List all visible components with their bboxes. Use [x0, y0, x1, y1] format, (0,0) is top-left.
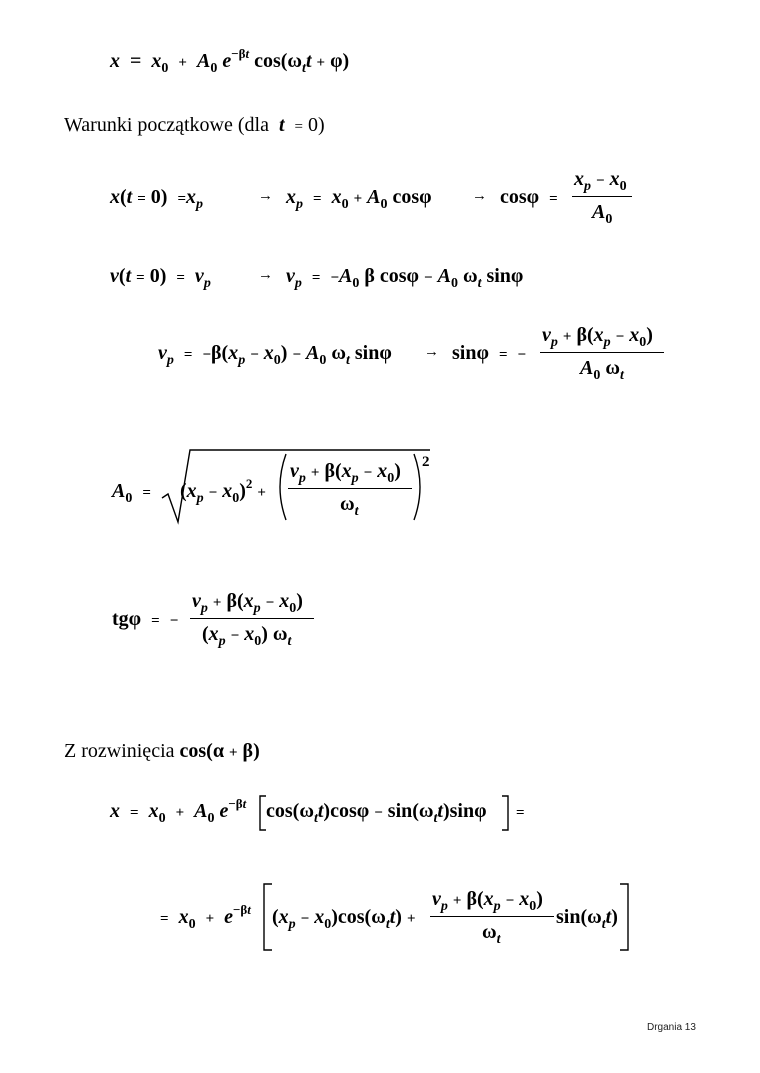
- equation-3-left: $v(t = 0) = v_p$: [110, 265, 211, 291]
- arrow-1: →: [258, 188, 273, 204]
- equation-8-sin-term: $\sin(\omega_tt)$: [556, 906, 618, 932]
- arrow-2: →: [472, 188, 487, 204]
- sinphi-fraction: $v_p + \beta(x_p - x_0)$ $A_0$ $\omega_t$: [540, 324, 664, 388]
- expansion-heading: Z rozwinięcia cos(α + β): [64, 740, 260, 762]
- equation-3-right: $v_p = -A_0$ β $\cos\varphi - A_0$ $\omega_t$ sinφ: [286, 265, 524, 291]
- equation-2-left: $x(t = 0) =x_p$: [110, 186, 204, 212]
- arrow-4: →: [424, 344, 439, 360]
- equation-8-fraction: $v_p + \beta(x_p - x_0)$ $\omega_t$: [430, 888, 554, 952]
- equation-8-first-term: $(x_p - x_0)\cos(\omega_tt)$ +: [272, 906, 416, 932]
- arrow-3: →: [258, 267, 273, 283]
- page-number: Drgania 13: [647, 1022, 696, 1033]
- equation-8-left: = $x_0 + e^{-\beta t}$: [160, 902, 251, 932]
- equation-7-bracket-content: $\cos(\omega_tt)\cos\varphi - \sin(\omega_tt)\sin\varphi$: [266, 800, 487, 826]
- square-exponent: 2: [422, 454, 430, 470]
- a0-label: $A_0$ =: [112, 480, 151, 506]
- cosphi-label: cosφ =: [500, 186, 558, 208]
- right-bracket-large: [618, 882, 630, 954]
- radicand-fraction: $v_p + \beta(x_p - x_0)$ $\omega_t$: [288, 460, 412, 524]
- equation-7: $x = x_0 + A_0$ $e^{-\beta t}$: [110, 796, 247, 826]
- tgphi-label: tgφ = −: [112, 608, 179, 630]
- equation-4-left: $v_p = -\beta(x_p - x_0) - A_0$ $\omega_t$ sinφ: [158, 342, 392, 368]
- sinphi-label: sinφ = −: [452, 342, 527, 364]
- right-bracket: [500, 794, 510, 834]
- tgphi-fraction: $v_p + \beta(x_p - x_0)$ $(x_p - x_0)$ $\omega_t$: [190, 590, 314, 654]
- radicand-first-term: $(x_p - x_0)^2$ +: [180, 476, 266, 506]
- equation-1: $x = x_0 + A_0$ $e^{-\beta t}$ $\cos(\omega_tt + \varphi)$: [110, 46, 350, 76]
- equation-2-middle: $x_p = x_0 + A_0$ cosφ: [286, 186, 432, 212]
- cosphi-fraction: $x_p - x_0$ $A_0$: [572, 168, 632, 228]
- initial-conditions-heading: Warunki początkowe (dla t = 0): [64, 114, 325, 136]
- equation-7-equals: =: [516, 805, 525, 821]
